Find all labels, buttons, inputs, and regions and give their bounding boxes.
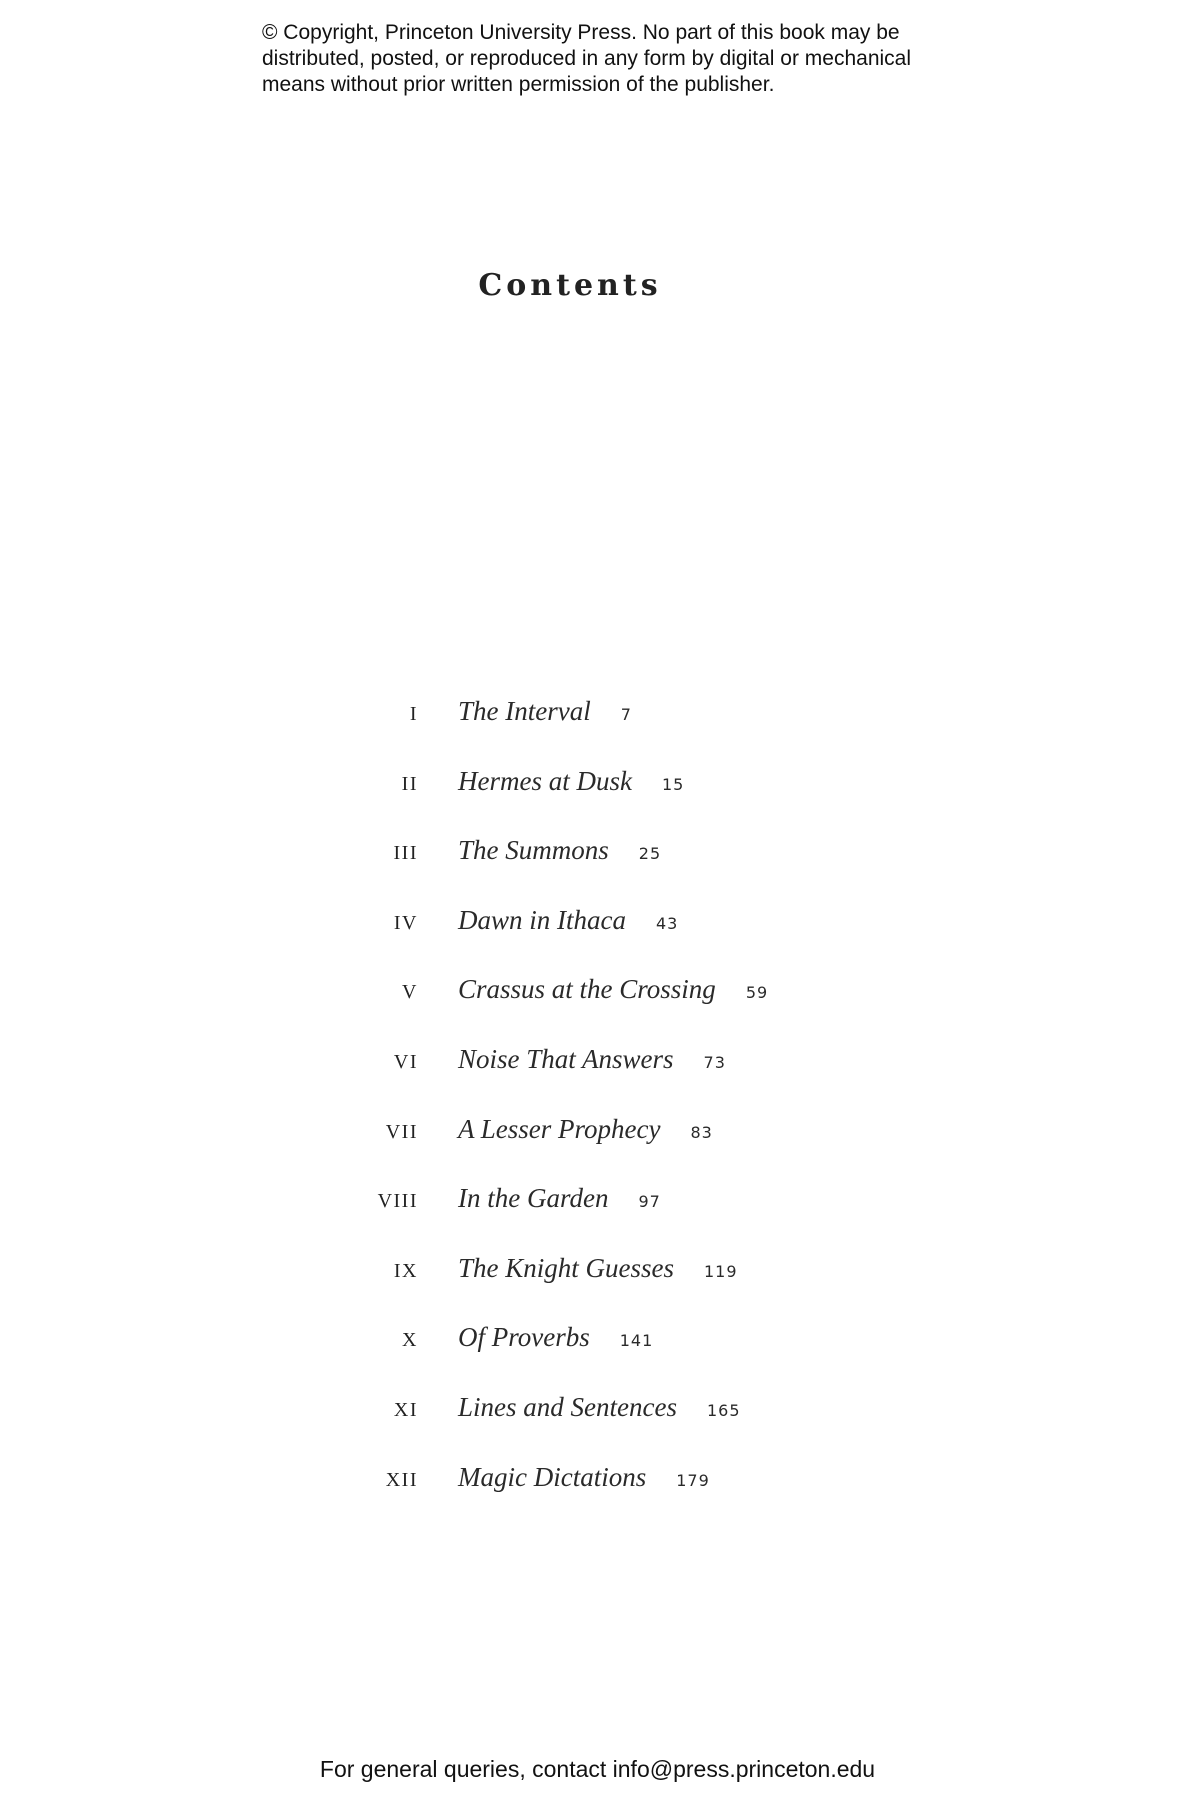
chapter-title: Of Proverbs <box>458 1322 590 1353</box>
toc-entry <box>0 835 1200 905</box>
page-number: 97 <box>638 1192 661 1212</box>
page-number: 83 <box>690 1122 713 1142</box>
page-number: 7 <box>620 705 632 724</box>
chapter-numeral: X <box>402 1329 418 1352</box>
page-number: 141 <box>619 1331 654 1351</box>
toc-entry <box>0 1114 1200 1184</box>
page-number: 25 <box>638 844 662 864</box>
chapter-numeral: VIII <box>377 1190 418 1213</box>
toc-entry <box>0 1183 1200 1253</box>
page-number: 119 <box>704 1261 738 1281</box>
chapter-numeral: II <box>401 772 418 795</box>
chapter-numeral: I <box>409 703 418 725</box>
page-number: 43 <box>656 913 679 933</box>
contact-footer: For general queries, contact info@press.princeton.edu <box>319 1756 876 1782</box>
toc-entry <box>0 1462 1200 1532</box>
chapter-numeral: VII <box>385 1120 418 1143</box>
chapter-title: Crassus at the Crossing <box>458 974 716 1005</box>
page-number: 165 <box>706 1400 741 1420</box>
chapter-numeral: IV <box>393 911 418 934</box>
chapter-title: The Summons <box>458 835 609 866</box>
chapter-numeral: XI <box>393 1398 418 1421</box>
page-number: 15 <box>661 774 685 794</box>
toc-entry <box>0 1322 1200 1392</box>
chapter-title: Dawn in Ithaca <box>458 904 626 935</box>
chapter-title: A Lesser Prophecy <box>458 1113 661 1144</box>
page-number: 179 <box>676 1470 710 1490</box>
chapter-numeral: XII <box>385 1468 418 1491</box>
chapter-title: Noise That Answers <box>458 1043 674 1074</box>
toc-entry <box>0 766 1200 836</box>
chapter-title: Hermes at Dusk <box>458 765 632 796</box>
toc-entry <box>0 974 1200 1044</box>
page-number: 73 <box>703 1052 726 1072</box>
page-number: 59 <box>745 983 769 1003</box>
chapter-numeral: IX <box>393 1259 418 1282</box>
toc-entry <box>0 905 1200 975</box>
copyright-line-3: means without prior written permission of the publisher. <box>262 73 775 96</box>
toc-entry <box>0 1044 1200 1114</box>
toc-entry <box>0 696 1200 766</box>
toc-entry <box>0 1392 1200 1462</box>
chapter-title: The Interval <box>458 696 591 726</box>
copyright-line-1: © Copyright, Princeton University Press. No part of this book may be <box>262 21 900 44</box>
chapter-title: The Knight Guesses <box>458 1252 674 1283</box>
chapter-title: Lines and Sentences <box>458 1391 677 1422</box>
toc-entry <box>0 1253 1200 1323</box>
page-title: Contents <box>478 268 662 303</box>
table-of-contents <box>0 696 1200 1531</box>
chapter-title: Magic Dictations <box>458 1461 647 1492</box>
copyright-line-2: distributed, posted, or reproduced in any form by digital or mechanical <box>262 47 912 70</box>
chapter-numeral: III <box>393 842 418 865</box>
chapter-title: In the Garden <box>458 1183 609 1214</box>
chapter-numeral: VI <box>393 1050 418 1073</box>
chapter-numeral: V <box>402 981 418 1004</box>
copyright-notice <box>262 20 982 98</box>
